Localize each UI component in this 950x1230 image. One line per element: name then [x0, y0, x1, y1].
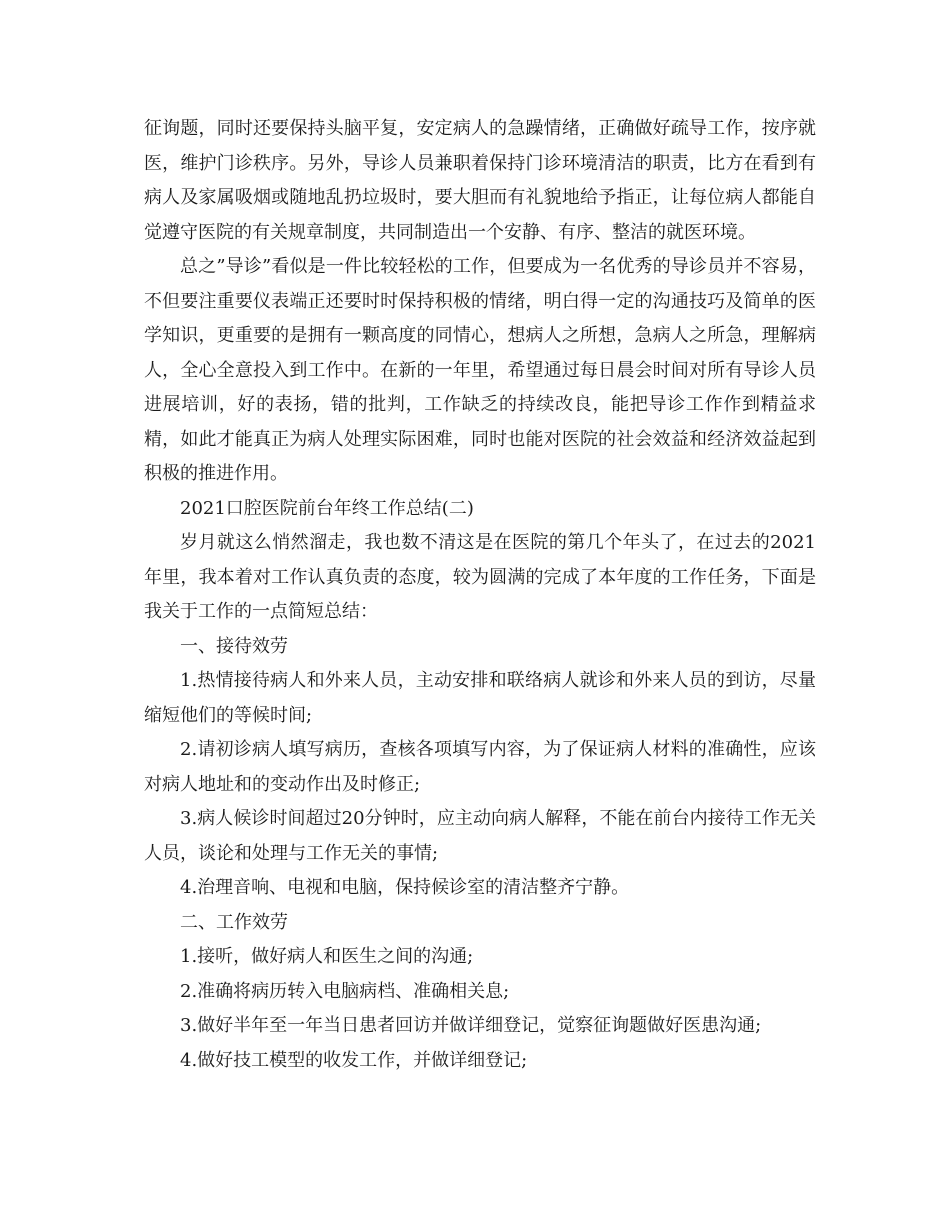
list-item: 4.做好技工模型的收发工作，并做详细登记; — [180, 1049, 528, 1071]
list-item: 1.热情接待病人和外来人员，主动安排和联络病人就诊和外来人员的到访，尽量缩短他们的等候时间; — [144, 670, 816, 726]
paragraph-continuation: 征询题，同时还要保持头脑平复，安定病人的急躁情绪，正确做好疏导工作，按序就医，维护门诊秩序。另外，导诊人员兼职着保持门诊环境清洁的职责，比方在看到有病人及家属吸烟或随地乱扔垃圾时，要大胆而有礼貌地给予指正，让每位病人都能自觉遵守医院的有关规章制度，共同制造出一个安静、有序、整洁的就医环境。 — [144, 118, 816, 243]
list-item: 2.请初诊病人填写病历，查核各项填写内容，为了保证病人材料的准确性，应该对病人地址和的变动作出及时修正; — [144, 739, 816, 795]
section-title: 2021口腔医院前台年终工作总结(二) — [180, 497, 474, 519]
paragraph-summary: 总之”导诊”看似是一件比较轻松的工作，但要成为一名优秀的导诊员并不容易，不但要注重要仪表端正还要时时保持积极的情绪，明白得一定的沟通技巧及简单的医学知识，更重要的是拥有一颗高度的同情心，想病人之所想，急病人之所急，理解病人，全心全意投入到工作中。在新的一年里，希望通过每日晨会时间对所有导诊人员进展培训，好的表扬，错的批判，工作缺乏的持续改良，能把导诊工作作到精益求精，如此才能真正为病人处理实际困难，同时也能对医院的社会效益和经济效益起到积极的推进作用。 — [144, 256, 816, 484]
heading-work-service: 二、工作效劳 — [180, 911, 288, 933]
list-item: 2.准确将病历转入电脑病档、准确相关息; — [180, 980, 510, 1002]
list-item: 3.病人候诊时间超过20分钟时，应主动向病人解释，不能在前台内接待工作无关人员，谈论和处理与工作无关的事情; — [144, 808, 816, 864]
document-body — [144, 112, 816, 1078]
heading-reception-service: 一、接待效劳 — [180, 635, 288, 657]
list-item: 4.治理音响、电视和电脑，保持候诊室的清洁整齐宁静。 — [180, 877, 630, 898]
list-item: 1.接听，做好病人和医生之间的沟通; — [180, 946, 474, 967]
list-item: 3.做好半年至一年当日患者回访并做详细登记，觉察征询题做好医患沟通; — [180, 1015, 762, 1036]
paragraph-intro: 岁月就这么悄然溜走，我也数不清这是在医院的第几个年头了，在过去的2021年里，我本着对工作认真负责的态度，较为圆满的完成了本年度的工作任务，下面是我关于工作的一点简短总结： — [144, 532, 816, 622]
